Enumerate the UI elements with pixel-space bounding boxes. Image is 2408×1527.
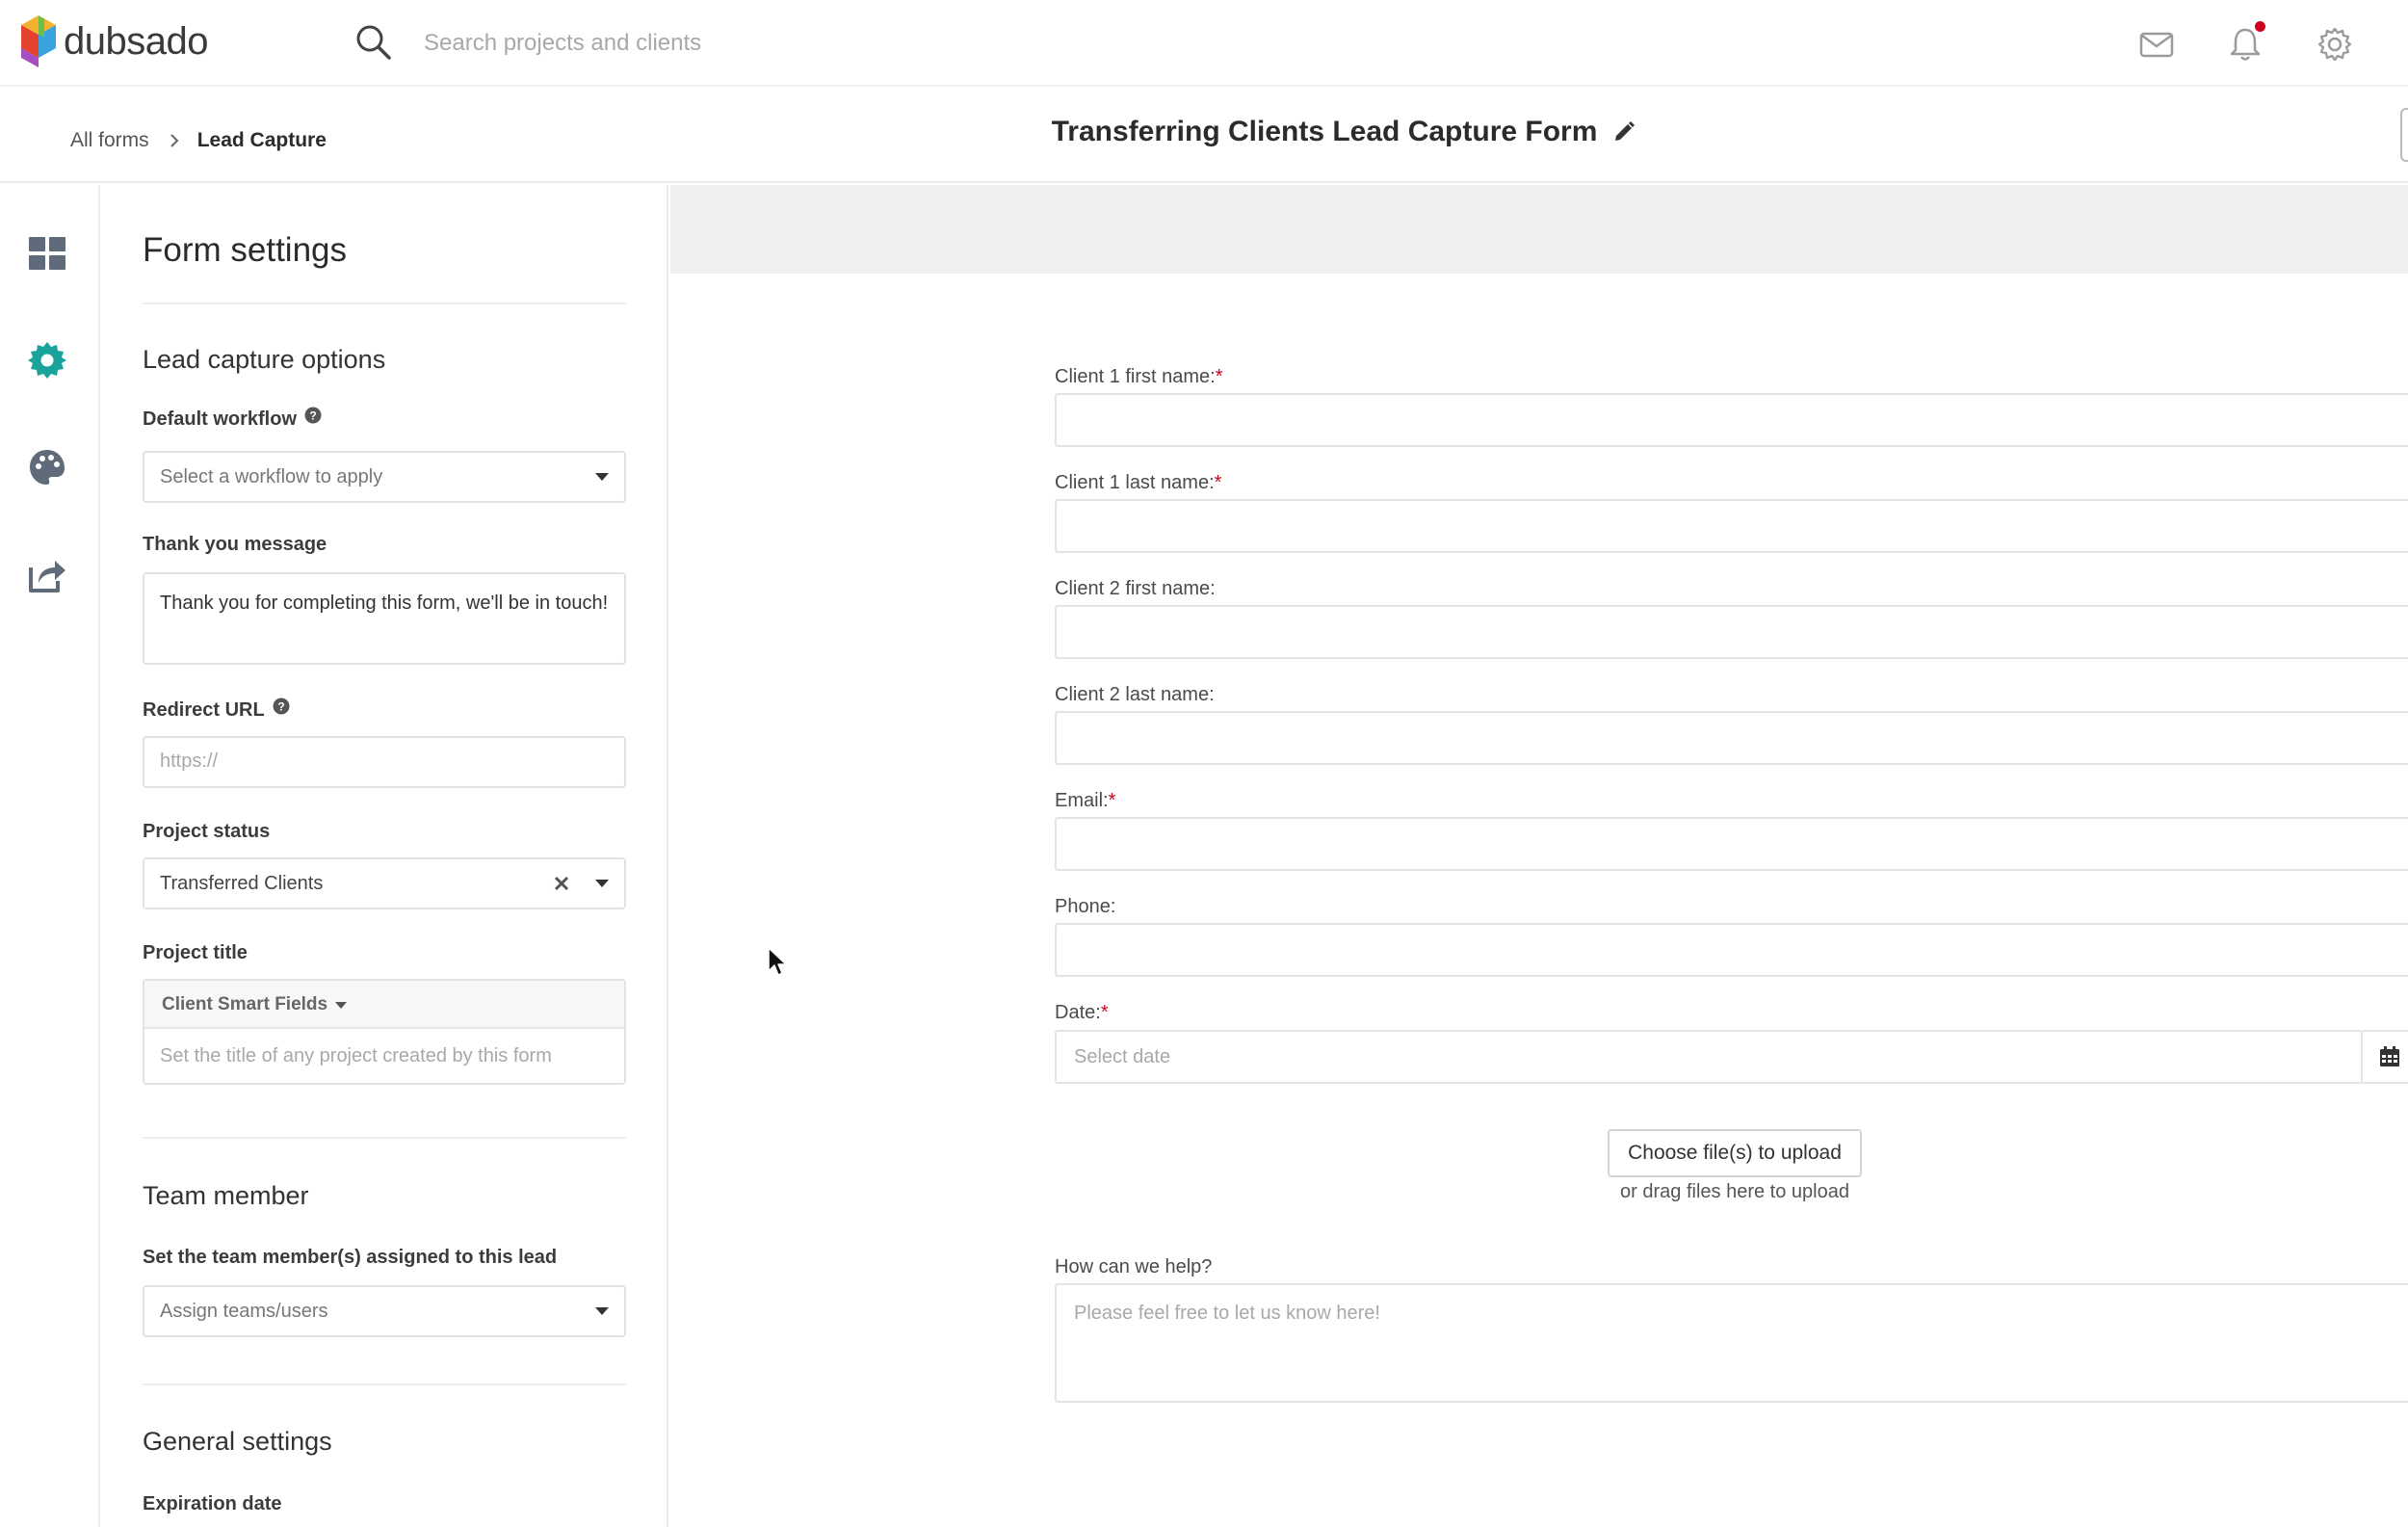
lead-capture-title: Lead capture options: [143, 345, 386, 374]
team-assign-placeholder: Assign teams/users: [160, 1301, 328, 1322]
required-mark: *: [1214, 472, 1222, 493]
thank-you-label: Thank you message: [143, 534, 327, 555]
team-member-title: Team member: [143, 1181, 309, 1210]
calendar-button[interactable]: [2363, 1030, 2408, 1084]
field-label-client2-first: [1055, 578, 1216, 600]
mouse-cursor-icon: [768, 947, 787, 978]
required-mark: *: [1108, 790, 1116, 811]
email-input[interactable]: [1055, 817, 2408, 871]
phone-input[interactable]: [1055, 923, 2408, 977]
divider: [143, 303, 626, 304]
client2-first-name-input[interactable]: [1055, 605, 2408, 659]
notification-dot: [2255, 21, 2265, 32]
label-text: Date:: [1055, 1002, 1101, 1023]
expiration-date-label: Expiration date: [143, 1493, 282, 1514]
mail-icon[interactable]: [2137, 25, 2176, 64]
redirect-url-field: [143, 736, 626, 788]
redirect-url-input[interactable]: [160, 738, 603, 784]
field-label-email: [1055, 790, 1115, 812]
client1-last-name-input[interactable]: [1055, 499, 2408, 553]
palette-icon[interactable]: [27, 447, 67, 487]
redirect-url-label-text: Redirect URL: [143, 699, 265, 721]
choose-files-button[interactable]: Choose file(s) to upload: [1608, 1129, 1862, 1177]
help-icon[interactable]: [273, 698, 290, 715]
panel-title: Form settings: [143, 231, 347, 269]
icon-rail: [0, 185, 100, 1527]
default-workflow-select[interactable]: [143, 451, 626, 503]
project-title-input[interactable]: [160, 1033, 603, 1079]
project-status-select[interactable]: [143, 857, 626, 909]
divider: [143, 1383, 626, 1385]
default-workflow-label: [143, 408, 322, 431]
smart-fields-toolbar[interactable]: [144, 981, 624, 1029]
redirect-url-label: [143, 699, 290, 722]
client1-first-name-input[interactable]: [1055, 393, 2408, 447]
thank-you-textarea[interactable]: [143, 572, 626, 665]
divider: [143, 1137, 626, 1139]
svg-text:?: ?: [309, 408, 317, 422]
default-workflow-placeholder: Select a workflow to apply: [160, 466, 383, 487]
search-icon[interactable]: [354, 23, 393, 62]
caret-down-icon: [335, 1002, 347, 1010]
smart-fields-label: Client Smart Fields: [162, 994, 328, 1014]
form-settings-panel: [100, 185, 668, 1527]
required-mark: *: [1100, 1002, 1109, 1023]
label-text: Phone:: [1055, 896, 1116, 917]
field-label-client1-last: [1055, 472, 1221, 494]
preview-header-band: [670, 185, 2408, 274]
form-title: Transferring Clients Lead Capture Form: [1051, 116, 1598, 147]
gear-icon[interactable]: [27, 340, 67, 381]
calendar-icon: [2378, 1045, 2401, 1068]
help-icon[interactable]: [304, 407, 322, 424]
share-icon[interactable]: [27, 554, 67, 594]
settings-gear-icon[interactable]: [2316, 25, 2354, 64]
brand-name: dubsado: [64, 19, 208, 63]
general-settings-title: General settings: [143, 1427, 332, 1456]
team-assign-label: Set the team member(s) assigned to this lead: [143, 1247, 558, 1268]
client2-last-name-input[interactable]: [1055, 711, 2408, 765]
team-assign-select[interactable]: [143, 1285, 626, 1337]
caret-down-icon: [595, 472, 609, 482]
project-status-label: Project status: [143, 821, 271, 842]
search-input[interactable]: [424, 21, 1291, 66]
pencil-icon[interactable]: [1612, 120, 1636, 144]
field-label-client2-last: [1055, 684, 1215, 706]
upload-hint: or drag files here to upload: [1620, 1181, 1849, 1202]
label-text: Client 2 last name:: [1055, 684, 1215, 705]
caret-down-icon: [595, 879, 609, 888]
form-title-container: [0, 116, 2408, 148]
top-bar: [0, 0, 2408, 87]
required-mark: *: [1215, 366, 1223, 387]
breadcrumb-all-forms[interactable]: All forms: [70, 129, 149, 151]
date-placeholder: Select date: [1074, 1046, 1171, 1067]
project-status-value: Transferred Clients: [160, 873, 324, 894]
label-text: Client 1 last name:: [1055, 472, 1215, 493]
date-input[interactable]: [1055, 1030, 2363, 1084]
thank-you-value: Thank you for completing this form, we'll be in touch!: [160, 592, 609, 614]
field-label-date: [1055, 1002, 1109, 1024]
label-text: Client 2 first name:: [1055, 578, 1216, 599]
project-title-field: [143, 979, 626, 1085]
help-placeholder: Please feel free to let us know here!: [1074, 1303, 1380, 1324]
project-title-label: Project title: [143, 942, 248, 963]
dubsado-logo-icon: [21, 15, 56, 67]
caret-down-icon: [595, 1306, 609, 1316]
default-workflow-label-text: Default workflow: [143, 408, 298, 430]
svg-text:?: ?: [277, 699, 285, 713]
field-label-phone: [1055, 896, 1115, 918]
field-label-client1-first: [1055, 366, 1223, 388]
logo[interactable]: [21, 15, 208, 67]
clear-icon[interactable]: [553, 875, 570, 892]
help-textarea[interactable]: [1055, 1283, 2408, 1403]
dashboard-icon[interactable]: [27, 233, 67, 274]
label-text: Email:: [1055, 790, 1109, 811]
header-action-button[interactable]: [2400, 108, 2408, 162]
breadcrumb-current: Lead Capture: [196, 129, 327, 151]
label-text: Client 1 first name:: [1055, 366, 1216, 387]
field-label-help: How can we help?: [1055, 1256, 1213, 1277]
